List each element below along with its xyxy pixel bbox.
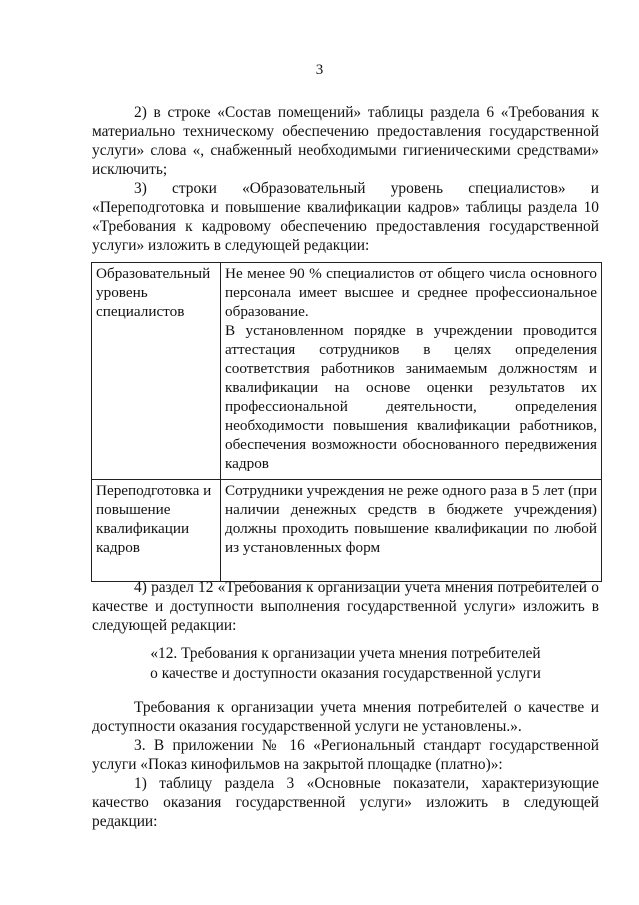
table-row	[92, 263, 602, 480]
paragraph-3: 3) строки «Образовательный уровень специалистов» и «Переподготовка и повышение квалификации кадров» таблицы раздела 10 «Требования к кадровому обеспечению предоставления государственной услуги» изложить в следующей редакции:	[92, 180, 599, 254]
paragraph-section12-body: Требования к организации учета мнения потребителей о качестве и доступности оказания государственной услуги не установлены.».	[92, 699, 599, 735]
amendment-block-top	[92, 103, 599, 255]
heading-line-2: о качестве и доступности оказания государственной услуги	[150, 665, 541, 682]
paragraph-4: 4) раздел 12 «Требования к организации учета мнения потребителей о качестве и доступности выполнения государственной услуги» изложить в следующей редакции:	[92, 579, 599, 634]
heading-line-1: «12. Требования к организации учета мнения потребителей	[150, 645, 541, 662]
table-row	[92, 480, 602, 582]
page-number: 3	[315, 62, 324, 78]
row-label-training: Переподготовка и повышение квалификации кадров	[92, 480, 221, 582]
education-text-2: В установленном порядке в учреждении проводится аттестация сотрудников в целях определения соответствия работников занимаемым должностям и квалификации на основе оценки результатов их профессиональной деятельности, определения необходимости повышения квалификации работников, обеспечения возможности обоснованного передвижения кадров	[225, 322, 597, 472]
row-label-education: Образовательный уровень специалистов	[92, 263, 221, 480]
amendment-block-section12	[92, 578, 599, 635]
amendment-block-bottom	[92, 698, 599, 831]
education-text-1: Не менее 90 % специалистов от общего числа основного персонала имеет высшее и среднее профессиональное образование.	[225, 265, 597, 320]
row-text-training: Сотрудники учреждения не реже одного раза в 5 лет (при наличии денежных средств в бюджете учреждения) должны проходить повышение квалификации по любой из установленных форм	[221, 480, 602, 582]
paragraph-2: 2) в строке «Состав помещений» таблицы раздела 6 «Требования к материально техническому обеспечению предоставления государственной услуги» слова «, снабженный необходимыми гигиеническими средствами» исключить;	[92, 104, 599, 178]
section-12-heading	[92, 644, 599, 684]
staff-requirements-table	[91, 262, 602, 582]
row-text-education	[221, 263, 602, 480]
paragraph-table-section3: 1) таблицу раздела 3 «Основные показатели, характеризующие качество оказания государственной услуги» изложить в следующей редакции:	[92, 775, 599, 830]
paragraph-appendix-16: 3. В приложении № 16 «Региональный стандарт государственной услуги «Показ кинофильмов на закрытой площадке (платно)»:	[92, 737, 599, 773]
